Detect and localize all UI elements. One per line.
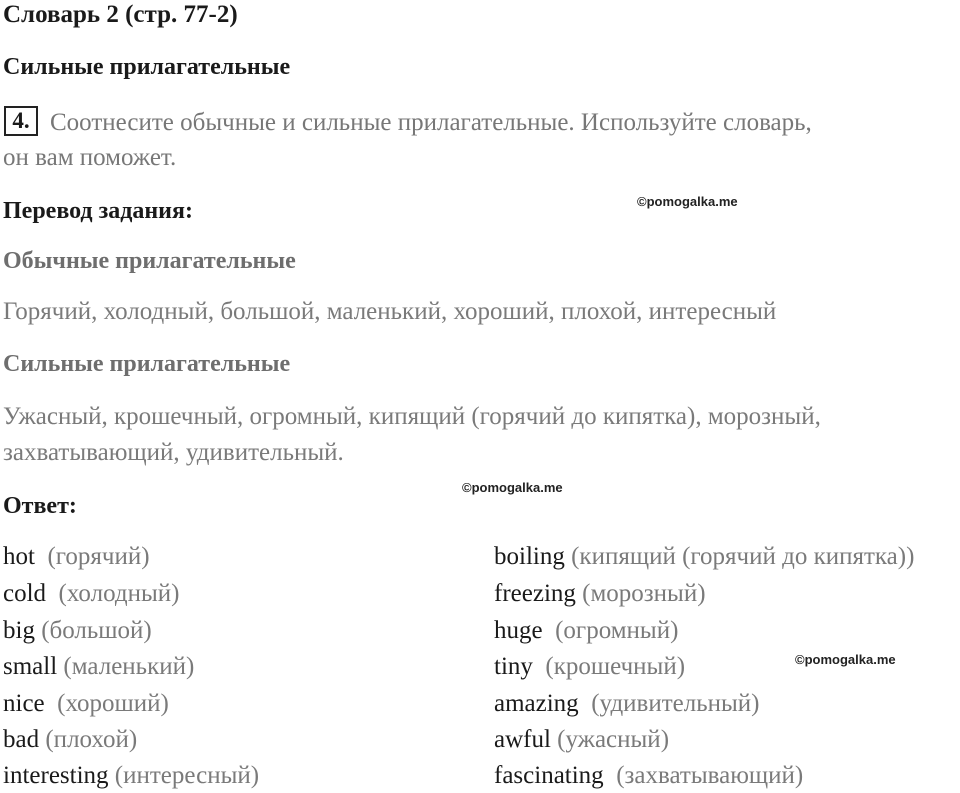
strong-adjectives-heading: Сильные прилагательные [3, 351, 291, 377]
russian-translation: (большой) [41, 617, 152, 644]
answer-row-left [3, 725, 137, 755]
russian-translation: (морозный) [582, 580, 706, 607]
english-word: boiling [494, 543, 565, 570]
english-word: interesting [3, 762, 109, 789]
watermark: ©pomogalka.me [637, 194, 738, 209]
strong-adjectives-text-line1: Ужасный, крошечный, огромный, кипящий (горячий до кипятка), морозный, [3, 403, 821, 430]
english-word: big [3, 617, 35, 644]
answer-row-left [3, 652, 194, 682]
watermark: ©pomogalka.me [462, 480, 563, 495]
watermark: ©pomogalka.me [795, 652, 896, 667]
answer-row-right [494, 689, 760, 719]
english-word: hot [3, 543, 35, 570]
answer-row-right [494, 542, 914, 572]
english-word: nice [3, 690, 45, 717]
answer-row-left [3, 616, 152, 646]
english-word: awful [494, 726, 551, 753]
russian-translation: (ужасный) [557, 726, 670, 753]
english-word: tiny [494, 653, 533, 680]
answer-row-left [3, 542, 150, 572]
answer-heading: Ответ: [3, 493, 77, 519]
ordinary-adjectives-heading: Обычные прилагательные [3, 248, 296, 274]
english-word: freezing [494, 580, 576, 607]
page-subtitle: Сильные прилагательные [3, 54, 291, 80]
answer-row-left [3, 579, 179, 609]
russian-translation: (плохой) [45, 726, 138, 753]
russian-translation: (маленький) [63, 653, 195, 680]
translation-heading: Перевод задания: [3, 198, 193, 224]
answer-row-left [3, 761, 259, 791]
answer-row-right [494, 761, 803, 791]
answer-row-right [494, 652, 685, 682]
russian-translation: (холодный) [58, 580, 180, 607]
task-text-line2: он вам поможет. [3, 144, 177, 171]
answer-row-left [3, 689, 169, 719]
russian-translation: (крошечный) [545, 653, 686, 680]
answer-row-right [494, 579, 706, 609]
page-title: Словарь 2 (стр. 77-2) [3, 1, 238, 28]
russian-translation: (захватывающий) [616, 762, 804, 789]
russian-translation: (удивительный) [591, 690, 760, 717]
answer-row-right [494, 725, 669, 755]
russian-translation: (интересный) [114, 762, 260, 789]
russian-translation: (хороший) [57, 690, 169, 717]
strong-adjectives-text-line2: захватывающий, удивительный. [3, 439, 344, 466]
english-word: cold [3, 580, 47, 607]
task-text-line1: Соотнесите обычные и сильные прилагательные. Используйте словарь, [50, 109, 812, 136]
task-number-box: 4. [4, 106, 38, 136]
russian-translation: (кипящий (горячий до кипятка)) [571, 543, 915, 570]
russian-translation: (огромный) [555, 617, 679, 644]
english-word: small [3, 653, 58, 680]
ordinary-adjectives-text: Горячий, холодный, большой, маленький, хороший, плохой, интересный [3, 298, 777, 325]
english-word: fascinating [494, 762, 604, 789]
english-word: amazing [494, 690, 579, 717]
russian-translation: (горячий) [47, 543, 150, 570]
english-word: bad [3, 726, 40, 753]
english-word: huge [494, 617, 543, 644]
answer-row-right [494, 616, 678, 646]
